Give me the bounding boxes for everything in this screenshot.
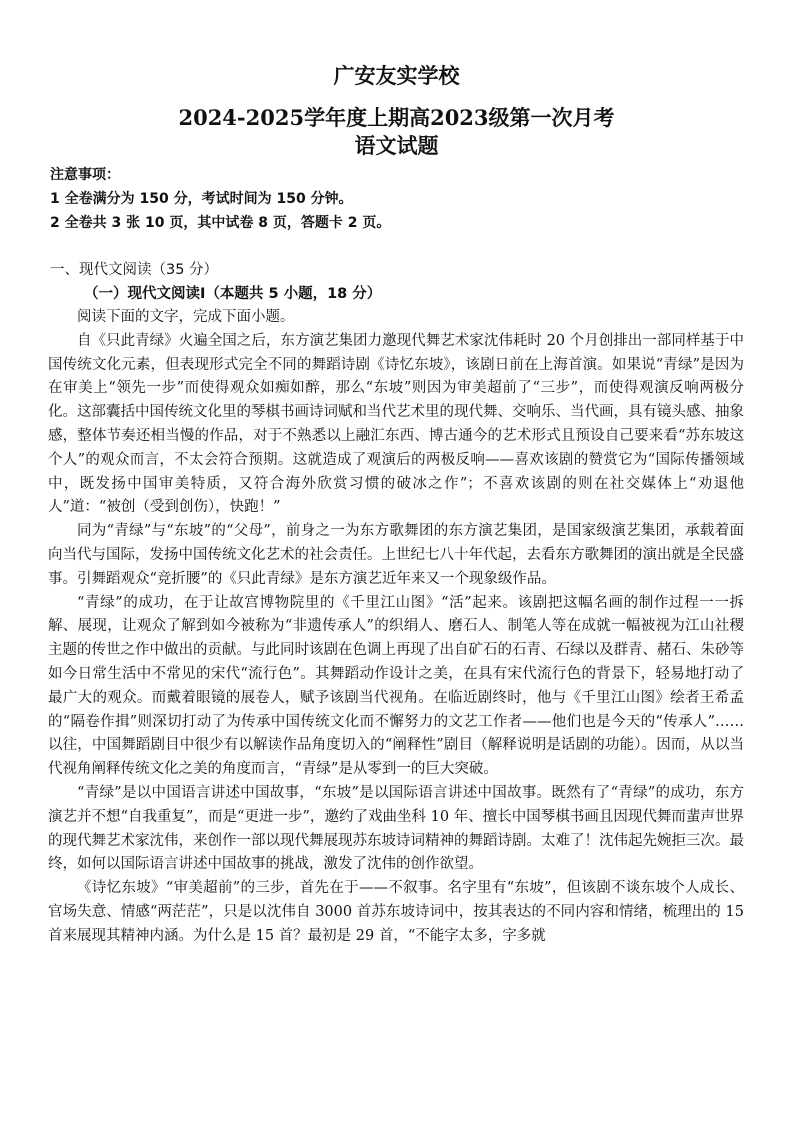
subject-title: 语文试题 <box>354 133 439 158</box>
reading-passage <box>48 306 744 949</box>
notes-item-2: 2 全卷共 3 张 10 页，其中试卷 8 页，答题卡 2 页。 <box>50 215 391 231</box>
section-title: 一、现代文阅读（35 分） <box>50 262 219 278</box>
notes-heading: 注意事项： <box>50 167 120 183</box>
passage-paragraph-1: 自《只此青绿》火遍全国之后，东方演艺集团力邀现代舞艺术家沈伟耗时 20 个月创排出一部同样基于中国传统文化元素，但表现形式完全不同的舞蹈诗剧《诗忆东坡》，该剧日前在上海首演。如果说“青绿”是因为在审美上“领先一步”而使得观众如痴如醉，那么“东坡”则因为审美超前了“三步”，而使得观演反响两极分化。这部囊括中国传统文化里的琴棋书画诗词赋和当代艺术里的现代舞、交响乐、当代画，具有镜头感、抽象感，整体节奏还相当慢的作品，对于不熟悉以上融汇东西、博古通今的艺术形式且预设自己要来看“苏东坡这个人”的观众而言，不太会符合预期。这就造成了观演后的两极反响——喜欢该剧的赞赏它为“国际传播领域中，既发扬中国审美特质，又符合海外欣赏习惯的破冰之作”；不喜欢该剧的则在社交媒体上“劝退他人”道：“被创（受到创伤），快跑！” <box>48 332 744 516</box>
subsection-title: （一）现代文阅读Ⅰ（本题共 5 小题，18 分） <box>84 286 382 302</box>
notes-block <box>50 163 750 235</box>
passage-paragraph-4: “青绿”是以中国语言讲述中国故事，“东坡”是以国际语言讲述中国故事。既然有了“青绿”的成功，东方演艺并不想“自我重复”，而是“更进一步”，邀约了戏曲坐科 10 年、擅长中国琴棋书画且因现代舞而蜚声世界的现代舞艺术家沈伟，来创作一部以现代舞展现苏东坡诗词精神的舞蹈诗剧。太难了！沈伟起先婉拒三次。最终，如何以国际语言讲述中国故事的挑战，激发了沈伟的创作欲望。 <box>48 784 744 873</box>
passage-paragraph-3: “青绿”的成功，在于让故宫博物院里的《千里江山图》“活”起来。该剧把这幅名画的制作过程一一拆解、展现，让观众了解到如今被称为“非遗传承人”的织绢人、磨石人、制笔人等在成就一幅被视为江山社稷主题的传世之作中做出的贡献。与此同时该剧在色调上再现了出自矿石的石青、石绿以及群青、赭石、朱砂等如今日常生活中不常见的宋代“流行色”。其舞蹈动作设计之美，在具有宋代流行色的背景下，轻易地打动了最广大的观众。而戴着眼镜的展卷人，赋予该剧当代视角。在临近剧终时，他与《千里江山图》绘者王希孟的“隔卷作揖”则深切打动了为传承中国传统文化而不懈努力的文艺工作者——他们也是今天的“传承人”……以往，中国舞蹈剧目中很少有以解读作品角度切入的“阐释性”剧目（解释说明是话剧的功能）。因而，从以当代视角阐释传统文化之美的角度而言，“青绿”是从零到一的巨大突破。 <box>48 594 744 778</box>
passage-intro: 阅读下面的文字，完成下面小题。 <box>77 309 295 325</box>
notes-item-1: 1 全卷满分为 150 分，考试时间为 150 分钟。 <box>50 191 353 207</box>
passage-paragraph-5: 《诗忆东坡》“审美超前”的三步，首先在于——不叙事。名字里有“东坡”，但该剧不谈东坡个人成长、官场失意、情感“两茫茫”，只是以沈伟自 3000 首苏东坡诗词中，按其表达的不同内容和情绪，梳理出的 15 首来展现其精神内涵。为什么是 15 首？最初是 29 首，“不能字太多，字多就 <box>48 880 744 944</box>
school-name: 广安友实学校 <box>333 63 460 88</box>
passage-paragraph-2: 同为“青绿”与“东坡”的“父母”，前身之一为东方歌舞团的东方演艺集团，是国家级演艺集团，承载着面向当代与国际，发扬中国传统文化艺术的社会责任。上世纪七八十年代起，去看东方歌舞团的演出就是全民盛事。引舞蹈观众“竞折腰”的《只此青绿》是东方演艺近年来又一个现象级作品。 <box>48 523 744 587</box>
exam-title: 2024-2025学年度上期高2023级第一次月考 <box>178 105 615 130</box>
